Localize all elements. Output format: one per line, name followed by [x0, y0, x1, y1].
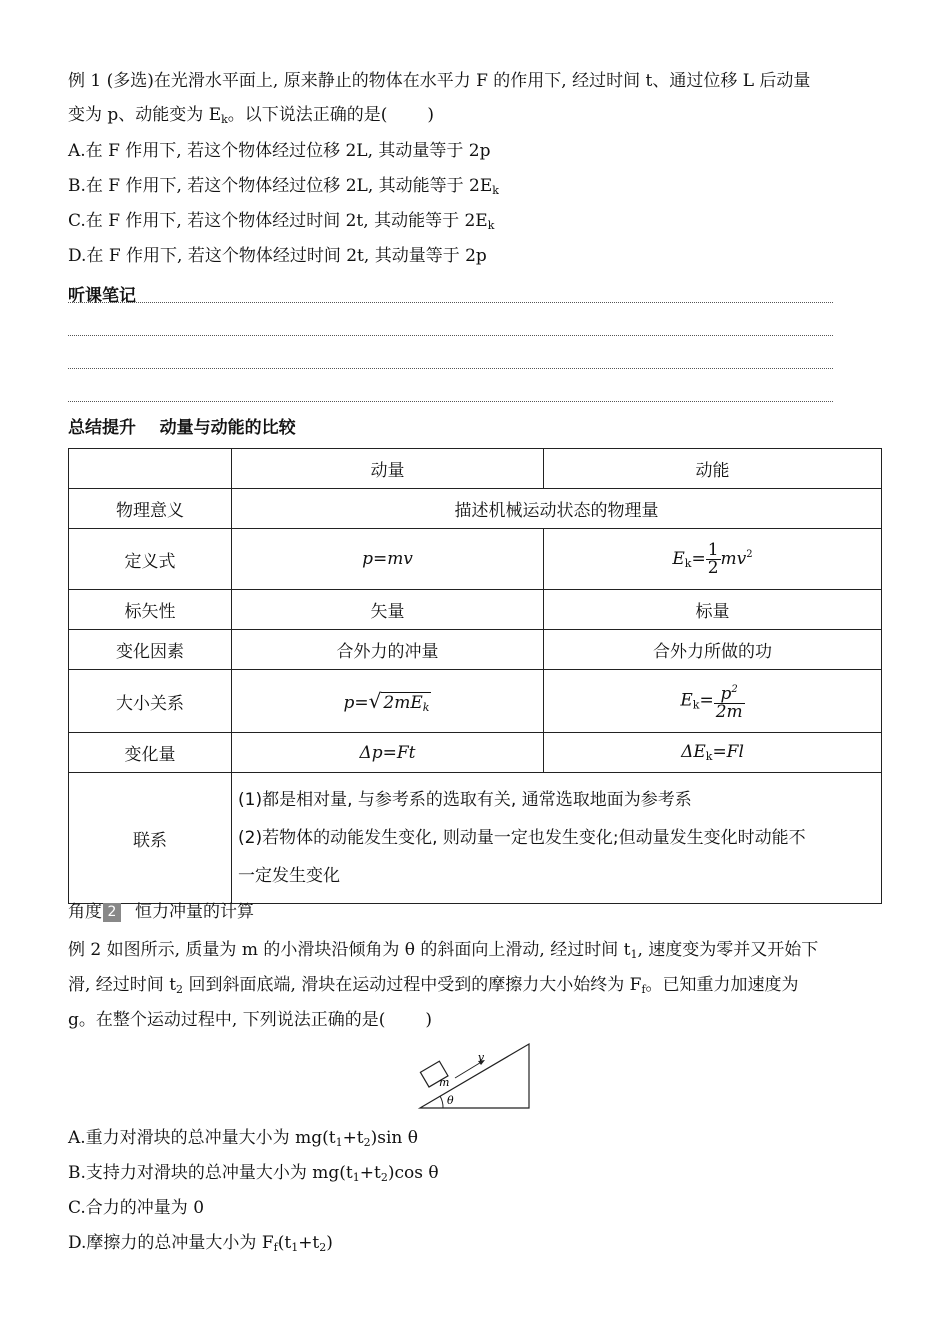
- table-cell: 描述机械运动状态的物理量: [232, 489, 882, 529]
- ex1-option-d: D.在 F 作用下, 若这个物体经过时间 2t, 其动量等于 2p: [68, 246, 487, 266]
- kinetic-energy-magnitude-formula: $E_k=$ $\frac{p^2}{2m}$: [544, 670, 882, 733]
- row-label: 变化因素: [69, 630, 232, 670]
- ex1-stem-line2: 变为 p、动能变为 $E_k$。以下说法正确的是( ): [68, 105, 435, 126]
- table-row: [69, 670, 882, 733]
- comparison-table: [68, 448, 882, 904]
- table-row: [69, 630, 882, 670]
- momentum-definition: p=mv: [232, 529, 544, 590]
- angle-arc: [440, 1096, 443, 1108]
- ex2-option-a: A.重力对滑块的总冲量大小为 $mg(t_1+t_2)\sin$ θ: [68, 1128, 419, 1149]
- ex1-option-b: B.在 F 作用下, 若这个物体经过位移 2L, 其动能等于 $2E_k$: [68, 176, 499, 197]
- angle-label: θ: [447, 1094, 454, 1107]
- ex2-stem-line1: 例 2 如图所示, 质量为 m 的小滑块沿倾角为 θ 的斜面向上滑动, 经过时间 $t_1$, 速度变为零并又开始下: [68, 940, 819, 961]
- relation-cell: [232, 773, 882, 904]
- table-header-kinetic-energy: 动能: [544, 449, 882, 489]
- table-row: [69, 733, 882, 773]
- table-cell: 矢量: [232, 590, 544, 630]
- momentum-magnitude-formula: p=√ $2mE_k$: [232, 670, 544, 733]
- table-cell: 合外力的冲量: [232, 630, 544, 670]
- table-cell: 标量: [544, 590, 882, 630]
- summary-title: 总结提升 动量与动能的比较: [68, 418, 296, 438]
- incline-figure: [415, 1038, 537, 1114]
- note-line-3[interactable]: [68, 368, 833, 369]
- ex2-option-b: B.支持力对滑块的总冲量大小为 $mg(t_1+t_2)\cos$ θ: [68, 1163, 439, 1184]
- angle-number-badge: 2: [103, 903, 121, 922]
- row-label: 变化量: [69, 733, 232, 773]
- angle-heading: 角度 2 恒力冲量的计算: [68, 902, 254, 922]
- notes-label: 听课笔记: [68, 286, 136, 306]
- table-row: [69, 529, 882, 590]
- table-cell: 合外力所做的功: [544, 630, 882, 670]
- ex1-stem-line1: 例 1 (多选)在光滑水平面上, 原来静止的物体在水平力 F 的作用下, 经过时间 t、通过位移 L 后动量: [68, 71, 811, 91]
- note-line-2[interactable]: [68, 335, 833, 336]
- row-label: 定义式: [69, 529, 232, 590]
- table-header-cell: [69, 449, 232, 489]
- ex2-option-c: C.合力的冲量为 0: [68, 1198, 205, 1218]
- momentum-change: Δp=Ft: [232, 733, 544, 773]
- ex1-option-c: C.在 F 作用下, 若这个物体经过时间 2t, 其动能等于 $2E_k$: [68, 211, 495, 232]
- ex2-option-d: D.摩擦力的总冲量大小为 $F_f(t_1+t_2)$: [68, 1233, 333, 1254]
- ex2-stem-line2: 滑, 经过时间 $t_2$ 回到斜面底端, 滑块在运动过程中受到的摩擦力大小始终为 $F_f$。已知重力加速度为: [68, 975, 799, 996]
- relation-line-2: (2)若物体的动能发生变化, 则动量一定也发生变化;但动量发生变化时动能不: [238, 828, 806, 848]
- ex1-option-a: A.在 F 作用下, 若这个物体经过位移 2L, 其动量等于 2p: [68, 141, 491, 161]
- ex2-stem-line3: g。在整个运动过程中, 下列说法正确的是( ): [68, 1010, 432, 1030]
- table-row: [69, 590, 882, 630]
- velocity-label: v: [478, 1051, 485, 1064]
- row-label: 标矢性: [69, 590, 232, 630]
- kinetic-energy-change: $\Delta E_k=Fl$: [544, 733, 882, 773]
- table-row: [69, 489, 882, 529]
- kinetic-energy-definition: $E_k=$ $\frac{1}{2}$ $mv^2$: [544, 529, 882, 590]
- row-label: 物理意义: [69, 489, 232, 529]
- table-row: [69, 773, 882, 904]
- relation-line-3: 一定发生变化: [238, 866, 340, 886]
- table-header-momentum: 动量: [232, 449, 544, 489]
- relation-line-1: (1)都是相对量, 与参考系的选取有关, 通常选取地面为参考系: [238, 790, 692, 810]
- note-line-4[interactable]: [68, 401, 833, 402]
- note-line-1[interactable]: [68, 302, 833, 303]
- row-label: 联系: [69, 773, 232, 904]
- table-row: [69, 449, 882, 489]
- row-label: 大小关系: [69, 670, 232, 733]
- mass-label: m: [439, 1076, 450, 1089]
